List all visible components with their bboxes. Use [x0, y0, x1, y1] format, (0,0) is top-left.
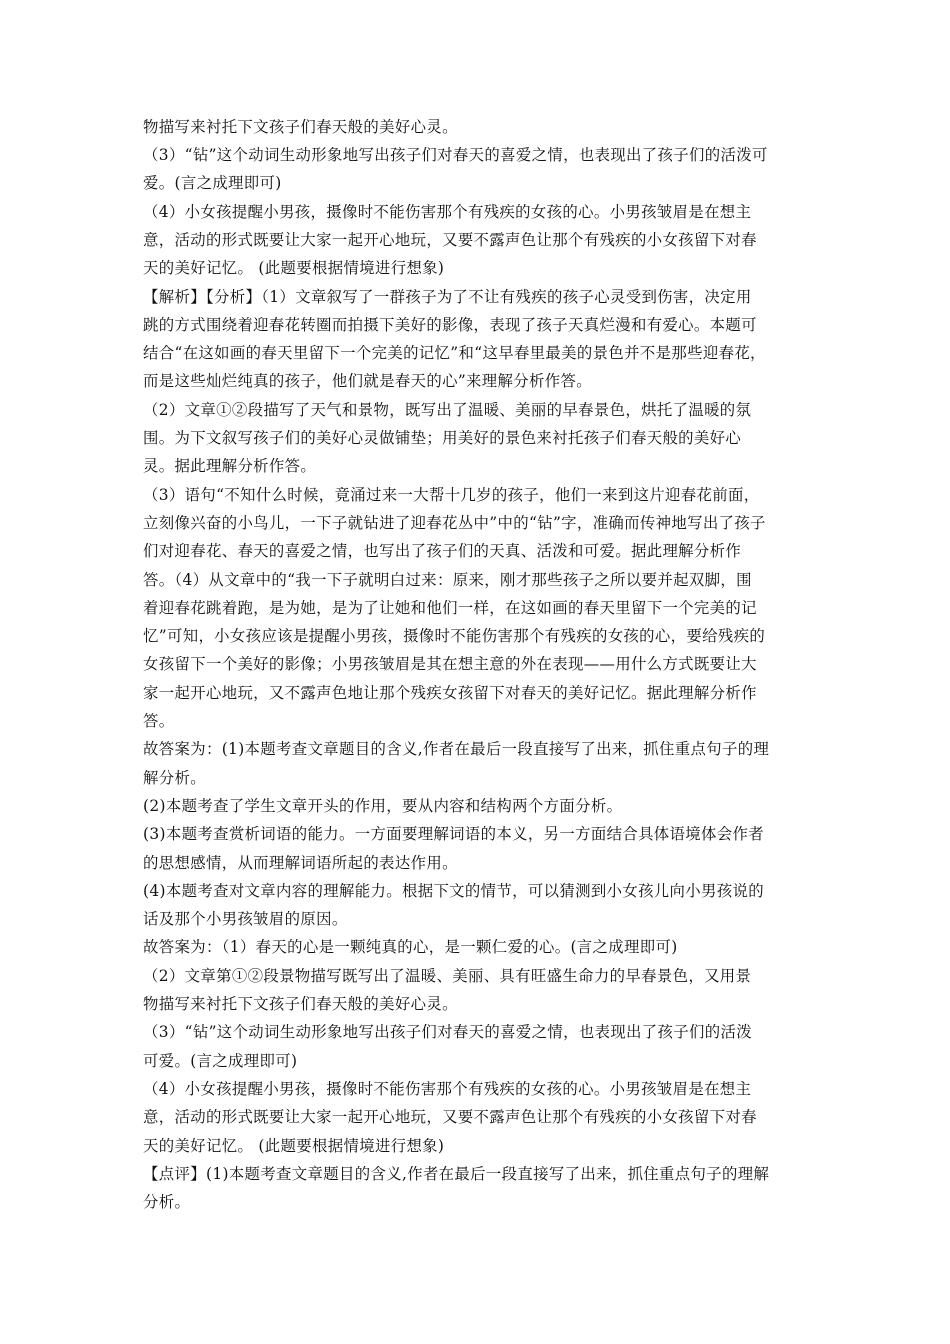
text-line: 意，活动的形式既要让大家一起开心地玩，又要不露声色让那个有残疾的小女孩留下对春 — [143, 231, 757, 249]
text-line: 结合“在这如画的春天里留下一个完美的记忆”和“这早春里最美的景色并不是那些迎春花， — [143, 344, 766, 362]
text-line: （3）语句“不知什么时候，竟涌过来一大帮十几岁的孩子，他们一来到这片迎春花前面， — [143, 486, 760, 504]
text-line: 跳的方式围绕着迎春花转圈而拍摄下美好的影像，表现了孩子天真烂漫和有爱心。本题可 — [143, 316, 757, 334]
text-line: 物描写来衬托下文孩子们春天般的美好心灵。 — [143, 995, 458, 1013]
text-line: 们对迎春花、春天的喜爱之情，也写出了孩子们的天真、活泼和可爱。据此理解分析作 — [143, 542, 742, 560]
text-line: 天的美好记忆。 (此题要根据情境进行想象) — [143, 259, 445, 277]
text-line: （3）“钻”这个动词生动形象地写出孩子们对春天的喜爱之情，也表现出了孩子们的活泼可 — [143, 146, 768, 164]
text-line: 故答案为：(1)本题考查文章题目的含义,作者在最后一段直接写了出来，抓住重点句子的理 — [143, 740, 770, 758]
text-line: （2）文章第①②段景物描写既写出了温暖、美丽、具有旺盛生命力的早春景色，又用景 — [143, 967, 752, 985]
text-line: （3）“钻”这个动词生动形象地写出孩子们对春天的喜爱之情，也表现出了孩子们的活泼 — [143, 1023, 752, 1041]
text-line: (4)本题考查对文章内容的理解能力。根据下文的情节，可以猜测到小女孩儿向小男孩说的 — [143, 882, 764, 900]
text-line: 物描写来衬托下文孩子们春天般的美好心灵。 — [143, 118, 458, 136]
text-line: 围。为下文叙写孩子们的美好心灵做铺垫；用美好的景色来衬托孩子们春天般的美好心 — [143, 429, 742, 447]
text-line: 答。（4）从文章中的“我一下子就明白过来：原来，刚才那些孩子之所以要并起双脚，围 — [143, 571, 752, 589]
text-line: 家一起开心地玩，又不露声色地让那个残疾女孩留下对春天的美好记忆。据此理解分析作 — [143, 684, 757, 702]
text-line: 可爱。(言之成理即可) — [143, 1052, 298, 1070]
text-line: 分析。 — [143, 1193, 191, 1211]
text-line: 女孩留下一个美好的影像；小男孩皱眉是其在想主意的外在表现——用什么方式既要让大 — [143, 655, 757, 673]
text-line: 解分析。 — [143, 769, 206, 787]
text-line: 天的美好记忆。 (此题要根据情境进行想象) — [143, 1137, 445, 1155]
text-line: 的思想感情，从而理解词语所起的表达作用。 — [143, 854, 458, 872]
text-line: （4）小女孩提醒小男孩，摄像时不能伤害那个有残疾的女孩的心。小男孩皱眉是在想主 — [143, 203, 752, 221]
text-line: 话及那个小男孩皱眉的原因。 — [143, 910, 348, 928]
text-line: （2）文章①②段描写了天气和景物，既写出了温暖、美丽的早春景色，烘托了温暖的氛 — [143, 401, 752, 419]
text-line: 灵。据此理解分析作答。 — [143, 457, 317, 475]
text-line: 而是这些灿烂纯真的孩子，他们就是春天的心”来理解分析作答。 — [143, 372, 592, 390]
text-line: （4）小女孩提醒小男孩，摄像时不能伤害那个有残疾的女孩的心。小男孩皱眉是在想主 — [143, 1080, 752, 1098]
text-line: 爱。(言之成理即可) — [143, 174, 282, 192]
text-line: 意，活动的形式既要让大家一起开心地玩，又要不露声色让那个有残疾的小女孩留下对春 — [143, 1108, 757, 1126]
text-line: (2)本题考查了学生文章开头的作用，要从内容和结构两个方面分析。 — [143, 797, 623, 815]
text-line: 【解析】【分析】（1）文章叙写了一群孩子为了不让有残疾的孩子心灵受到伤害，决定用 — [143, 288, 752, 306]
text-line: 【点评】(1)本题考查文章题目的含义,作者在最后一段直接写了出来，抓住重点句子的理解 — [143, 1165, 770, 1183]
text-line: 立刻像兴奋的小鸟儿，一下子就钻进了迎春花丛中”中的“钻”字，准确而传神地写出了孩子 — [143, 514, 766, 532]
text-line: 答。 — [143, 712, 175, 730]
text-line: 忆”可知，小女孩应该是提醒小男孩，摄像时不能伤害那个有残疾的女孩的心，要给残疾的 — [143, 627, 766, 645]
text-line: 故答案为：（1）春天的心是一颗纯真的心，是一颗仁爱的心。(言之成理即可) — [143, 938, 678, 956]
text-line: 着迎春花跳着跑，是为她，是为了让她和他们一样，在这如画的春天里留下一个完美的记 — [143, 599, 757, 617]
text-line: (3)本题考查赏析词语的能力。一方面要理解词语的本义，另一方面结合具体语境体会作者 — [143, 825, 764, 843]
